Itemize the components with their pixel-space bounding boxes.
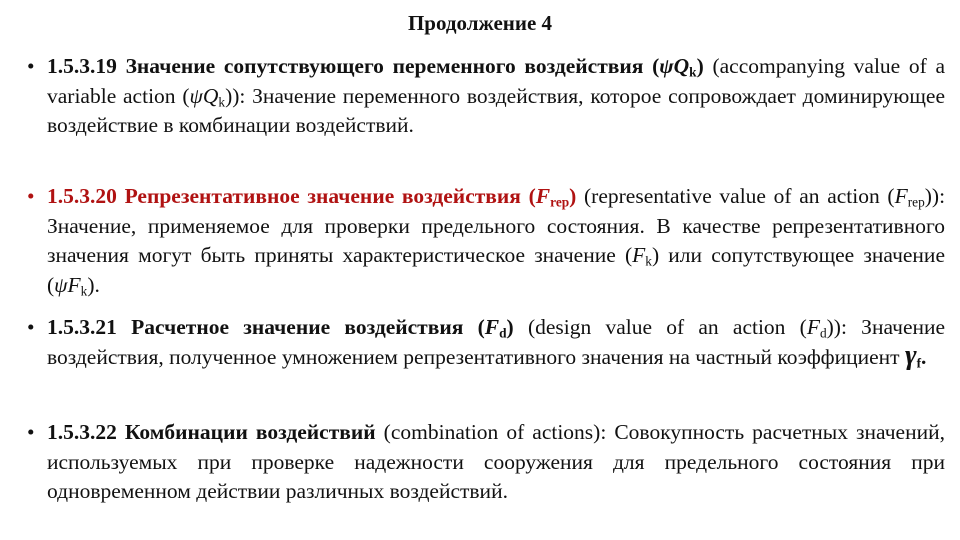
item-english: (combination of actions): — [383, 420, 607, 444]
bullet: • — [27, 315, 35, 339]
item-number: 1.5.3.22 — [47, 420, 117, 444]
item-symbol-sub: k — [689, 64, 697, 80]
item-number: 1.5.3.21 — [47, 315, 117, 339]
item-english-close: )): — [225, 83, 246, 108]
bullet: • — [27, 184, 35, 208]
item-english-symbol: F — [894, 184, 908, 208]
def-end: . — [921, 344, 927, 369]
def-symbol-sub: k — [645, 253, 652, 269]
def-middle: ) или сопутствующее значение ( — [47, 243, 945, 297]
item-term: Комбинации воздействий — [124, 420, 376, 444]
def-symbol: F — [632, 243, 646, 267]
item-definition: Совокупность расчетных значений, используемых при проверке надежности сооружения для предельного состояния при одновременном действии различных воздействий. — [47, 420, 945, 503]
def-symbol-sub: k — [80, 283, 88, 299]
gamma-symbol: γ — [904, 339, 917, 371]
definition-item: • 1.5.3.21 Расчетное значение воздействия $(F_d)$ (design value of an action $(F_d)$): Значение воздействия, полученное умножением репрезентативного значения на частный коэффициент $\gamma_f$. — [27, 315, 946, 371]
item-english-sub: d — [819, 325, 827, 341]
definition-item: • 1.5.3.20 Репрезентативное значение воздействия $(F_{rep})$ (representative value of an action $(F_{rep})$): Значение, применяемое для проверки предельного состояния. В качестве репрезентативного значения могут быть приняты характеристическое значение $(F_k)$ или сопутствующее значение $(\psi F_k)$. — [27, 184, 946, 299]
item-symbol: ψQ — [659, 54, 690, 78]
def-end: ). — [87, 272, 100, 297]
gamma-sub: f — [916, 355, 922, 371]
item-symbol: F — [484, 315, 500, 339]
bullet: • — [27, 54, 35, 78]
item-english-close: )): — [826, 315, 847, 339]
item-definition: Значение, применяемое для проверки предельного состояния. В качестве репрезентативного значения могут быть приняты характеристическое значение ( — [47, 213, 945, 267]
item-symbol-sub: d — [499, 325, 507, 341]
definition-item — [27, 418, 945, 507]
item-symbol: F — [535, 184, 551, 208]
item-term: Репрезентативное значение воздействия — [124, 184, 521, 208]
item-term: Значение сопутствующего переменного воздействия — [125, 54, 644, 78]
item-term: Расчетное значение воздействия — [131, 315, 464, 339]
bullet: • — [27, 420, 35, 444]
item-english-close: )): — [924, 184, 946, 208]
item-english-symbol: F — [806, 315, 820, 339]
item-english: (design value of an action ( — [527, 315, 807, 339]
item-number: 1.5.3.19 — [47, 54, 117, 78]
item-english-symbol: ψQ — [189, 83, 219, 108]
def-symbol: ψF — [54, 272, 81, 297]
item-english: (representative value of an action ( — [584, 184, 895, 208]
item-definition: Значение переменного воздействия, которое сопровождает доминирующее воздействие в комбинации воздействий. — [47, 83, 945, 137]
definition-item: • 1.5.3.19 Значение сопутствующего переменного воздействия $(\psi Q_k)$ (accompanying value of a variable action $(\psi Q_k)$): Значение переменного воздействия, которое сопровождает доминирующее воздействие в комбинации воздействий. — [27, 54, 946, 137]
slide-title: Продолжение 4 — [407, 11, 553, 35]
item-symbol-sub: rep — [550, 194, 570, 210]
item-english: (accompanying value of a variable action ( — [47, 54, 946, 108]
item-english-sub: rep — [907, 194, 925, 210]
item-english-sub: k — [218, 94, 226, 110]
item-number: 1.5.3.20 — [47, 184, 117, 208]
item-definition: Значение воздействия, полученное умножением репрезентативного значения на частный коэффициент — [47, 315, 946, 369]
